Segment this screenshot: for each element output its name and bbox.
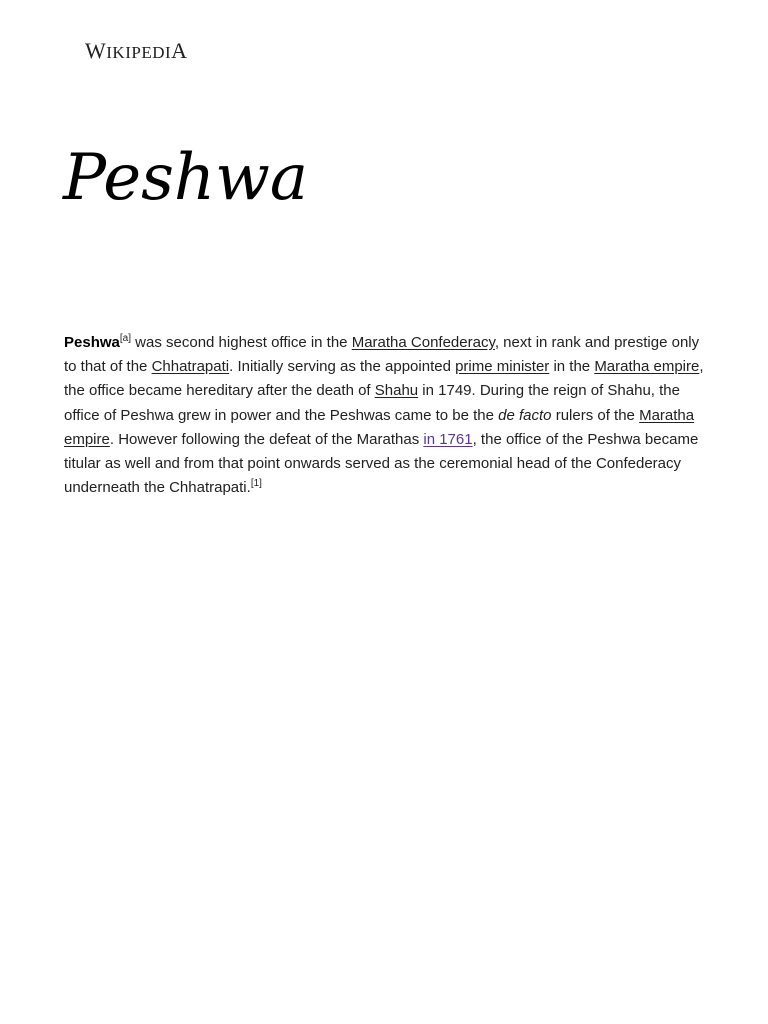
note-ref-a[interactable] <box>120 333 131 344</box>
lead-text-3: . Initially serving as the appointed <box>229 358 456 376</box>
link-maratha-empire-2[interactable]: Maratha empire <box>64 406 695 448</box>
lead-text-4: in the <box>549 358 595 376</box>
lead-text-9: , the office of the Peshwa became titular as well and from that point onwards served as the ceremonial head of the Confederacy underneath the Chhatrapati. <box>64 430 699 497</box>
bold-term: Peshwa <box>64 334 120 351</box>
logo-letter-a: A <box>171 38 188 63</box>
cite-ref-1[interactable] <box>251 478 262 489</box>
wikipedia-logo[interactable] <box>85 38 188 66</box>
link-shahu[interactable]: Shahu <box>374 382 419 400</box>
lead-text-6: in 1749. During the reign of Shahu, the office of Peshwa grew in power and the Peshwas came to be the <box>64 382 680 424</box>
lead-paragraph <box>64 331 714 500</box>
link-maratha-empire[interactable]: Maratha empire <box>594 358 700 376</box>
page-title: Peshwa <box>63 141 309 215</box>
lead-text-7: rulers of the <box>551 406 640 424</box>
link-chhatrapati[interactable]: Chhatrapati <box>151 358 230 376</box>
link-maratha-confederacy[interactable]: Maratha Confederacy <box>351 334 495 351</box>
lead-text-2: , next in rank and prestige only to that of the <box>64 334 700 376</box>
link-in-1761[interactable]: in 1761 <box>423 430 473 448</box>
lead-text-1: was second highest office in the <box>131 334 352 351</box>
cite-ref-1-link[interactable]: [1] <box>250 478 262 490</box>
lead-text-8: . However following the defeat of the Marathas <box>109 430 424 448</box>
link-prime-minister[interactable]: prime minister <box>455 358 550 376</box>
note-ref-a-link[interactable]: [a] <box>119 333 131 344</box>
logo-letters-mid: IKIPEDI <box>106 43 172 62</box>
italic-de-facto: de facto <box>498 406 552 424</box>
lead-text-5: , the office became hereditary after the death of <box>64 358 704 400</box>
logo-letter-w: W <box>85 38 107 63</box>
